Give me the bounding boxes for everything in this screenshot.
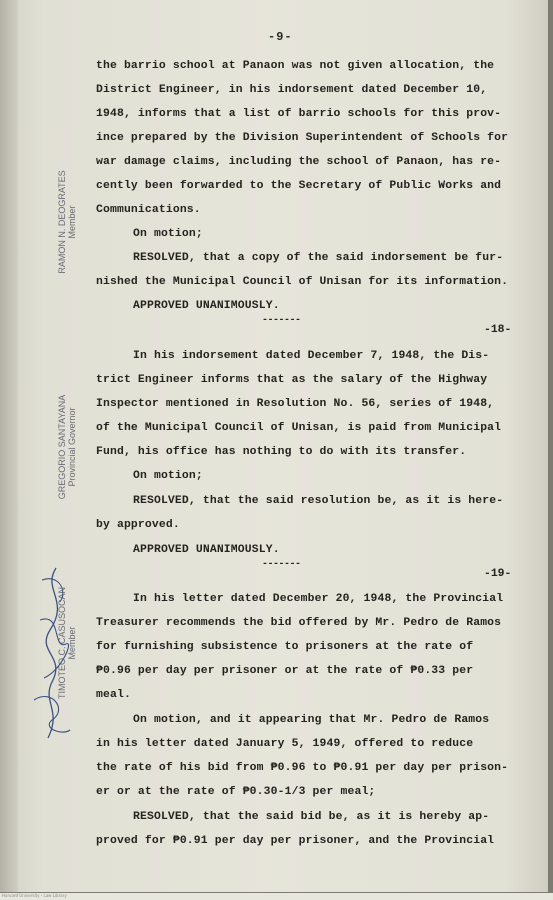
signatory-name: GREGORIO SANTAYANA (57, 394, 67, 500)
text-line: 1948, informs that a list of barrio schools for this prov- (96, 108, 502, 120)
text-line: the rate of his bid from ₱0.96 to ₱0.91 per day per prison- (96, 762, 509, 774)
text-line: On motion; (133, 470, 203, 482)
signatory-title: Member (67, 205, 77, 239)
margin-signature-block (57, 147, 79, 297)
text-line: RESOLVED, that a copy of the said indorsement be fur- (133, 252, 504, 264)
scan-footer (0, 893, 553, 900)
text-line: er or at the rate of ₱0.30-1/3 per meal; (96, 786, 376, 798)
text-line: cently been forwarded to the Secretary of Public Works and (96, 180, 502, 192)
text-line: In his letter dated December 20, 1948, the Provincial (133, 593, 504, 605)
text-line: nished the Municipal Council of Unisan for its information. (96, 276, 509, 288)
text-line: RESOLVED, that the said resolution be, as it is here- (133, 495, 504, 507)
page-number: -9- (268, 30, 293, 44)
text-line: Fund, his office has nothing to do with its transfer. (96, 446, 467, 458)
signatory-title: Member (67, 626, 77, 660)
text-line: District Engineer, in his indorsement dated December 10, (96, 84, 488, 96)
text-line: meal. (96, 689, 131, 701)
text-line: APPROVED UNANIMOUSLY. (133, 300, 280, 312)
text-line: war damage claims, including the school of Panaon, has re- (96, 156, 502, 168)
text-line: the barrio school at Panaon was not given allocation, the (96, 60, 495, 72)
signatory-name: TIMOTEO C. CASUSOCAN (57, 587, 67, 700)
text-line: ₱0.96 per day per prisoner or at the rate of ₱0.33 per (96, 665, 474, 677)
text-line: proved for ₱0.91 per day per prisoner, and the Provincial (96, 835, 495, 847)
text-line: by approved. (96, 519, 180, 531)
text-line: On motion, and it appearing that Mr. Pedro de Ramos (133, 714, 490, 726)
text-line: for furnishing subsistence to prisoners at the rate of (96, 641, 474, 653)
text-line: trict Engineer informs that as the salary of the Highway (96, 374, 488, 386)
text-line: of the Municipal Council of Unisan, is paid from Municipal (96, 422, 502, 434)
text-line: On motion; (133, 228, 203, 240)
signatory-title: Provincial Governor (67, 407, 77, 487)
footer-text: Harvard University - Law Library (2, 893, 67, 898)
text-line: in his letter dated January 5, 1949, offered to reduce (96, 738, 474, 750)
text-line: In his indorsement dated December 7, 1948, the Dis- (133, 350, 490, 362)
margin-signature-block (57, 372, 79, 522)
text-line: RESOLVED, that the said bid be, as it is hereby ap- (133, 811, 490, 823)
separator-rule: ------- (262, 559, 301, 570)
item-number: -18- (484, 324, 512, 336)
binding-gutter (0, 0, 18, 892)
handwritten-signature (22, 560, 82, 750)
text-line: Treasurer recommends the bid offered by Mr. Pedro de Ramos (96, 617, 502, 629)
text-line: Inspector mentioned in Resolution No. 56, series of 1948, (96, 398, 495, 410)
item-number: -19- (484, 568, 512, 580)
text-line: Communications. (96, 204, 201, 216)
signatory-name: RAMON N. DEOGRATES (57, 170, 67, 274)
text-line: ince prepared by the Division Superintendent of Schools for (96, 132, 509, 144)
separator-rule: ------- (262, 315, 301, 326)
text-line: APPROVED UNANIMOUSLY. (133, 544, 280, 556)
